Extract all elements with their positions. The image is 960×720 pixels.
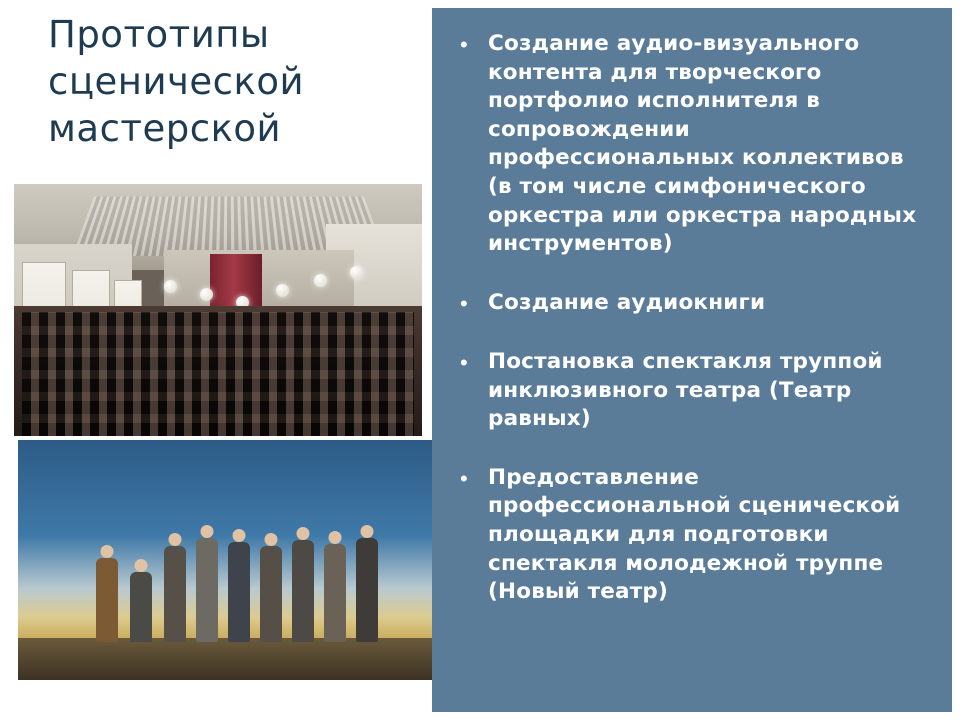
inclusive-theatre-photo: [18, 440, 432, 680]
bullet-marker-icon: •: [460, 290, 468, 316]
content-panel: [432, 8, 952, 712]
hall-lamp-icon: [314, 274, 327, 287]
performer-figure: [96, 558, 118, 642]
bullet-list: [460, 30, 928, 637]
list-item-text: Постановка спектакля труппой инклюзивного театра (Театр равных): [488, 349, 883, 432]
performer-figure: [260, 546, 282, 642]
performer-figure: [228, 542, 250, 642]
hall-seating: [22, 312, 414, 436]
list-item: [460, 348, 928, 434]
list-item: [460, 289, 928, 318]
list-item-text: Создание аудио-визуального контента для творческого портфолио исполнителя в сопровождении профессиональных коллективов (в том числе симфонического оркестра или оркестра народных инструментов): [488, 31, 917, 257]
performer-figure: [130, 572, 152, 642]
performer-figure: [324, 544, 346, 642]
performer-figure: [164, 546, 186, 642]
hall-lamp-icon: [350, 266, 363, 279]
hall-lamp-icon: [200, 288, 213, 301]
bullet-marker-icon: •: [460, 465, 468, 491]
list-item: [460, 464, 928, 607]
stage-floor: [18, 638, 432, 680]
list-item-text: Предоставление профессиональной сценической площадки для подготовки спектакля молодежной труппе (Новый театр): [488, 464, 901, 605]
concert-hall-photo: [14, 184, 422, 436]
hall-lamp-icon: [164, 280, 177, 293]
list-item-text: Создание аудиокниги: [488, 289, 766, 315]
list-item: [460, 30, 928, 259]
hall-lamp-icon: [276, 284, 289, 297]
bullet-marker-icon: •: [460, 32, 468, 57]
performer-figure: [196, 538, 218, 642]
performer-figure: [356, 538, 378, 642]
page-title: Прототипы сценической мастерской: [48, 13, 305, 150]
performer-figure: [292, 540, 314, 642]
bullet-marker-icon: •: [460, 350, 468, 375]
